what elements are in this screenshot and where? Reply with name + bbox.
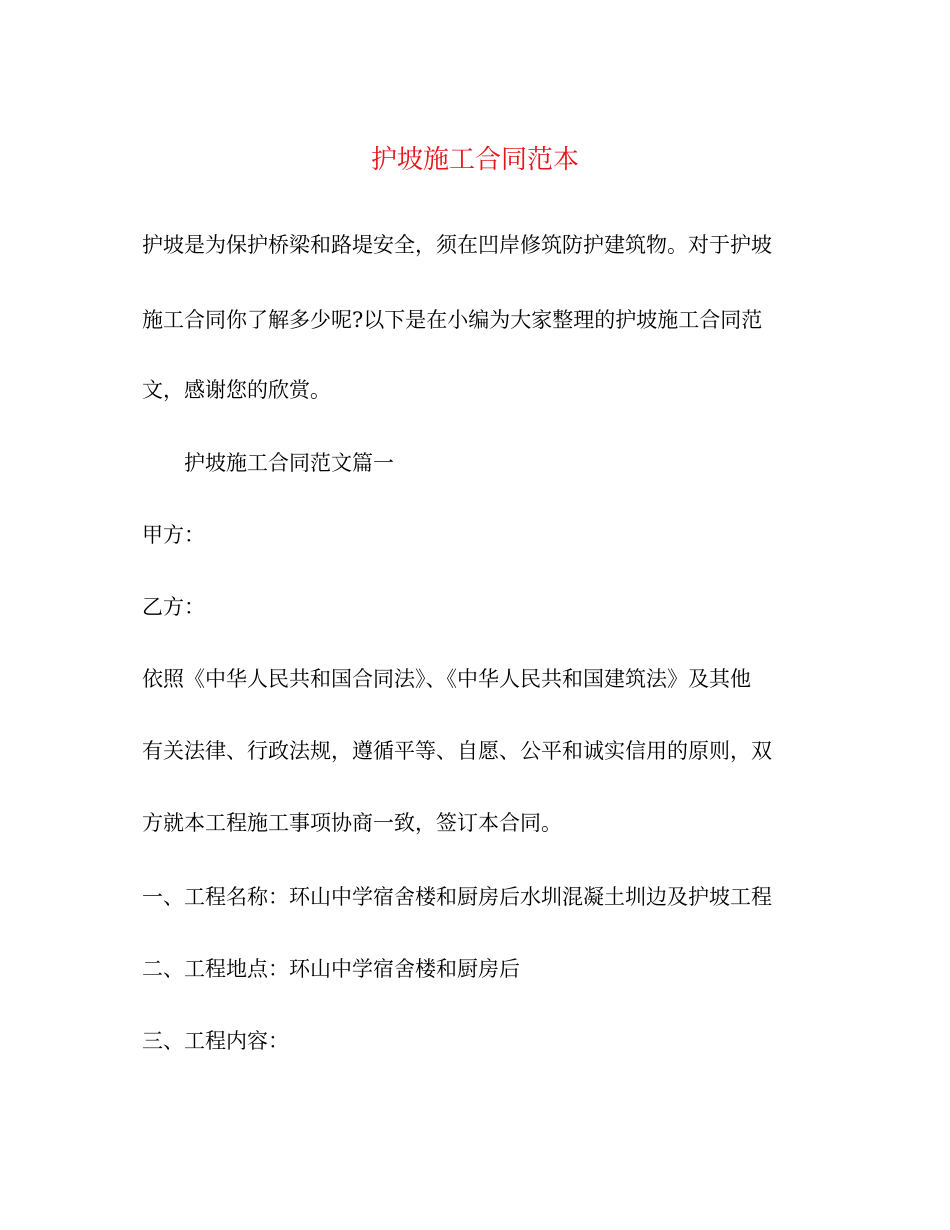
party-b-line: 乙方： <box>142 595 205 619</box>
intro-line-1: 护坡是为保护桥梁和路堤安全，须在凹岸修筑防护建筑物。对于护坡 <box>142 233 772 257</box>
basis-line-3: 方就本工程施工事项协商一致，签订本合同。 <box>142 811 562 835</box>
project-content-line: 三、工程内容： <box>142 1029 289 1053</box>
intro-line-2: 施工合同你了解多少呢?以下是在小编为大家整理的护坡施工合同范 <box>142 308 763 332</box>
project-name-line: 一、工程名称：环山中学宿舍楼和厨房后水圳混凝土圳边及护坡工程 <box>142 885 772 909</box>
basis-line-2: 有关法律、行政法规，遵循平等、自愿、公平和诚实信用的原则，双 <box>142 739 772 763</box>
basis-line-1: 依照《中华人民共和国合同法》、《中华人民共和国建筑法》及其他 <box>142 667 751 691</box>
project-location-line: 二、工程地点：环山中学宿舍楼和厨房后 <box>142 957 520 981</box>
party-a-line: 甲方： <box>142 523 205 547</box>
section-heading: 护坡施工合同范文篇一 <box>184 451 394 475</box>
intro-line-3: 文，感谢您的欣赏。 <box>142 378 331 402</box>
document-title: 护坡施工合同范本 <box>370 145 579 175</box>
